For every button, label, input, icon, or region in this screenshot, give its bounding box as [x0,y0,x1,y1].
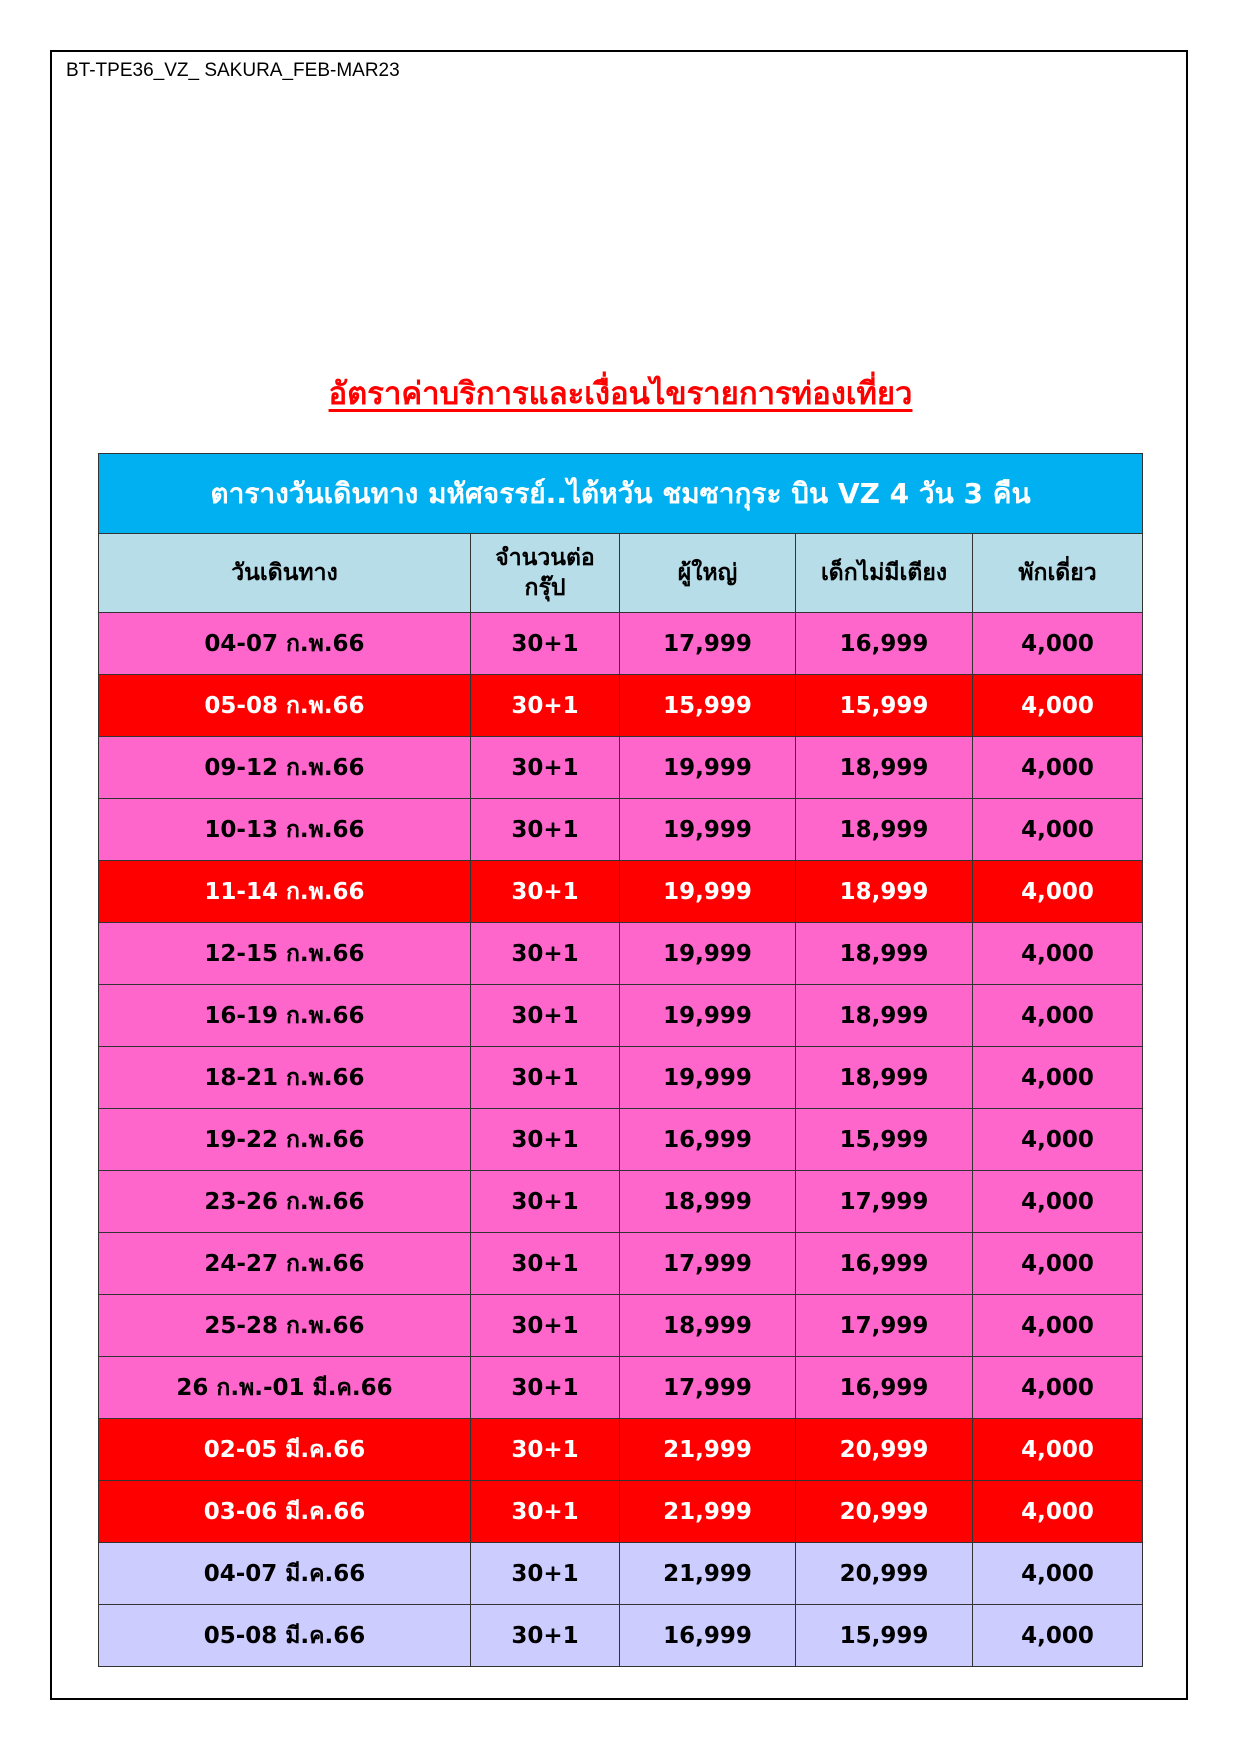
cell-child-price: 16,999 [796,1357,973,1419]
cell-adult-price: 21,999 [620,1481,796,1543]
cell-single-supplement: 4,000 [973,799,1143,861]
header-adult: ผู้ใหญ่ [620,534,796,613]
cell-date: 19-22 ก.พ.66 [99,1109,471,1171]
cell-child-price: 20,999 [796,1419,973,1481]
cell-adult-price: 19,999 [620,985,796,1047]
cell-single-supplement: 4,000 [973,861,1143,923]
header-group-line2: กรุ๊ป [524,575,566,601]
cell-single-supplement: 4,000 [973,1543,1143,1605]
cell-adult-price: 16,999 [620,1605,796,1667]
cell-date: 16-19 ก.พ.66 [99,985,471,1047]
cell-date: 10-13 ก.พ.66 [99,799,471,861]
cell-group-size: 30+1 [471,1109,620,1171]
cell-group-size: 30+1 [471,861,620,923]
cell-adult-price: 19,999 [620,737,796,799]
table-header-row [99,534,1143,613]
table-row [99,1605,1143,1667]
table-row [99,1295,1143,1357]
cell-single-supplement: 4,000 [973,923,1143,985]
cell-group-size: 30+1 [471,923,620,985]
cell-date: 12-15 ก.พ.66 [99,923,471,985]
table-row [99,1481,1143,1543]
table-row [99,1357,1143,1419]
header-child-no-bed: เด็กไม่มีเตียง [796,534,973,613]
cell-single-supplement: 4,000 [973,1357,1143,1419]
cell-date: 25-28 ก.พ.66 [99,1295,471,1357]
cell-child-price: 18,999 [796,985,973,1047]
cell-date: 05-08 ก.พ.66 [99,675,471,737]
cell-single-supplement: 4,000 [973,613,1143,675]
table-row [99,799,1143,861]
cell-date: 11-14 ก.พ.66 [99,861,471,923]
cell-date: 26 ก.พ.-01 มี.ค.66 [99,1357,471,1419]
cell-date: 18-21 ก.พ.66 [99,1047,471,1109]
cell-child-price: 15,999 [796,675,973,737]
table-row [99,1171,1143,1233]
cell-group-size: 30+1 [471,1295,620,1357]
table-row [99,675,1143,737]
cell-child-price: 18,999 [796,861,973,923]
cell-adult-price: 18,999 [620,1295,796,1357]
cell-child-price: 15,999 [796,1605,973,1667]
cell-adult-price: 19,999 [620,1047,796,1109]
cell-single-supplement: 4,000 [973,1047,1143,1109]
table-row [99,1109,1143,1171]
cell-group-size: 30+1 [471,1543,620,1605]
cell-child-price: 16,999 [796,613,973,675]
table-row [99,737,1143,799]
cell-single-supplement: 4,000 [973,675,1143,737]
cell-group-size: 30+1 [471,1481,620,1543]
document-code: BT-TPE36_VZ_ SAKURA_FEB-MAR23 [66,60,400,81]
cell-date: 03-06 มี.ค.66 [99,1481,471,1543]
cell-date: 02-05 มี.ค.66 [99,1419,471,1481]
cell-date: 04-07 ก.พ.66 [99,613,471,675]
cell-adult-price: 19,999 [620,923,796,985]
cell-group-size: 30+1 [471,613,620,675]
cell-child-price: 16,999 [796,1233,973,1295]
cell-child-price: 20,999 [796,1481,973,1543]
cell-group-size: 30+1 [471,1233,620,1295]
table-row [99,613,1143,675]
rate-table [98,453,1143,1667]
cell-adult-price: 15,999 [620,675,796,737]
cell-adult-price: 18,999 [620,1171,796,1233]
cell-single-supplement: 4,000 [973,1171,1143,1233]
table-row [99,923,1143,985]
cell-date: 05-08 มี.ค.66 [99,1605,471,1667]
cell-child-price: 18,999 [796,799,973,861]
cell-single-supplement: 4,000 [973,737,1143,799]
cell-single-supplement: 4,000 [973,1481,1143,1543]
table-row [99,985,1143,1047]
cell-adult-price: 17,999 [620,613,796,675]
cell-group-size: 30+1 [471,1605,620,1667]
cell-date: 04-07 มี.ค.66 [99,1543,471,1605]
table-body [99,613,1143,1667]
cell-single-supplement: 4,000 [973,1605,1143,1667]
header-single-supplement: พักเดี่ยว [973,534,1143,613]
cell-child-price: 17,999 [796,1295,973,1357]
table-row [99,1233,1143,1295]
cell-date: 23-26 ก.พ.66 [99,1171,471,1233]
cell-date: 24-27 ก.พ.66 [99,1233,471,1295]
header-date: วันเดินทาง [99,534,471,613]
cell-child-price: 18,999 [796,923,973,985]
cell-child-price: 15,999 [796,1109,973,1171]
table-row [99,1419,1143,1481]
cell-group-size: 30+1 [471,799,620,861]
header-group-size [471,534,620,613]
table-caption: ตารางวันเดินทาง มหัศจรรย์..ไต้หวัน ชมซากุระ บิน VZ 4 วัน 3 คืน [99,454,1143,534]
cell-group-size: 30+1 [471,1171,620,1233]
cell-date: 09-12 ก.พ.66 [99,737,471,799]
cell-group-size: 30+1 [471,737,620,799]
table-row [99,1543,1143,1605]
cell-adult-price: 16,999 [620,1109,796,1171]
cell-single-supplement: 4,000 [973,1109,1143,1171]
cell-child-price: 18,999 [796,1047,973,1109]
cell-adult-price: 19,999 [620,861,796,923]
cell-single-supplement: 4,000 [973,1419,1143,1481]
header-group-line1: จำนวนต่อ [495,545,595,571]
cell-adult-price: 17,999 [620,1233,796,1295]
cell-adult-price: 19,999 [620,799,796,861]
cell-group-size: 30+1 [471,675,620,737]
table-row [99,861,1143,923]
cell-adult-price: 21,999 [620,1419,796,1481]
cell-group-size: 30+1 [471,985,620,1047]
cell-single-supplement: 4,000 [973,1295,1143,1357]
cell-adult-price: 17,999 [620,1357,796,1419]
cell-single-supplement: 4,000 [973,1233,1143,1295]
table-row [99,1047,1143,1109]
cell-child-price: 20,999 [796,1543,973,1605]
cell-group-size: 30+1 [471,1357,620,1419]
page-title: อัตราค่าบริการและเงื่อนไขรายการท่องเที่ยว [328,376,913,412]
cell-group-size: 30+1 [471,1419,620,1481]
cell-child-price: 17,999 [796,1171,973,1233]
cell-adult-price: 21,999 [620,1543,796,1605]
cell-single-supplement: 4,000 [973,985,1143,1047]
cell-child-price: 18,999 [796,737,973,799]
cell-group-size: 30+1 [471,1047,620,1109]
